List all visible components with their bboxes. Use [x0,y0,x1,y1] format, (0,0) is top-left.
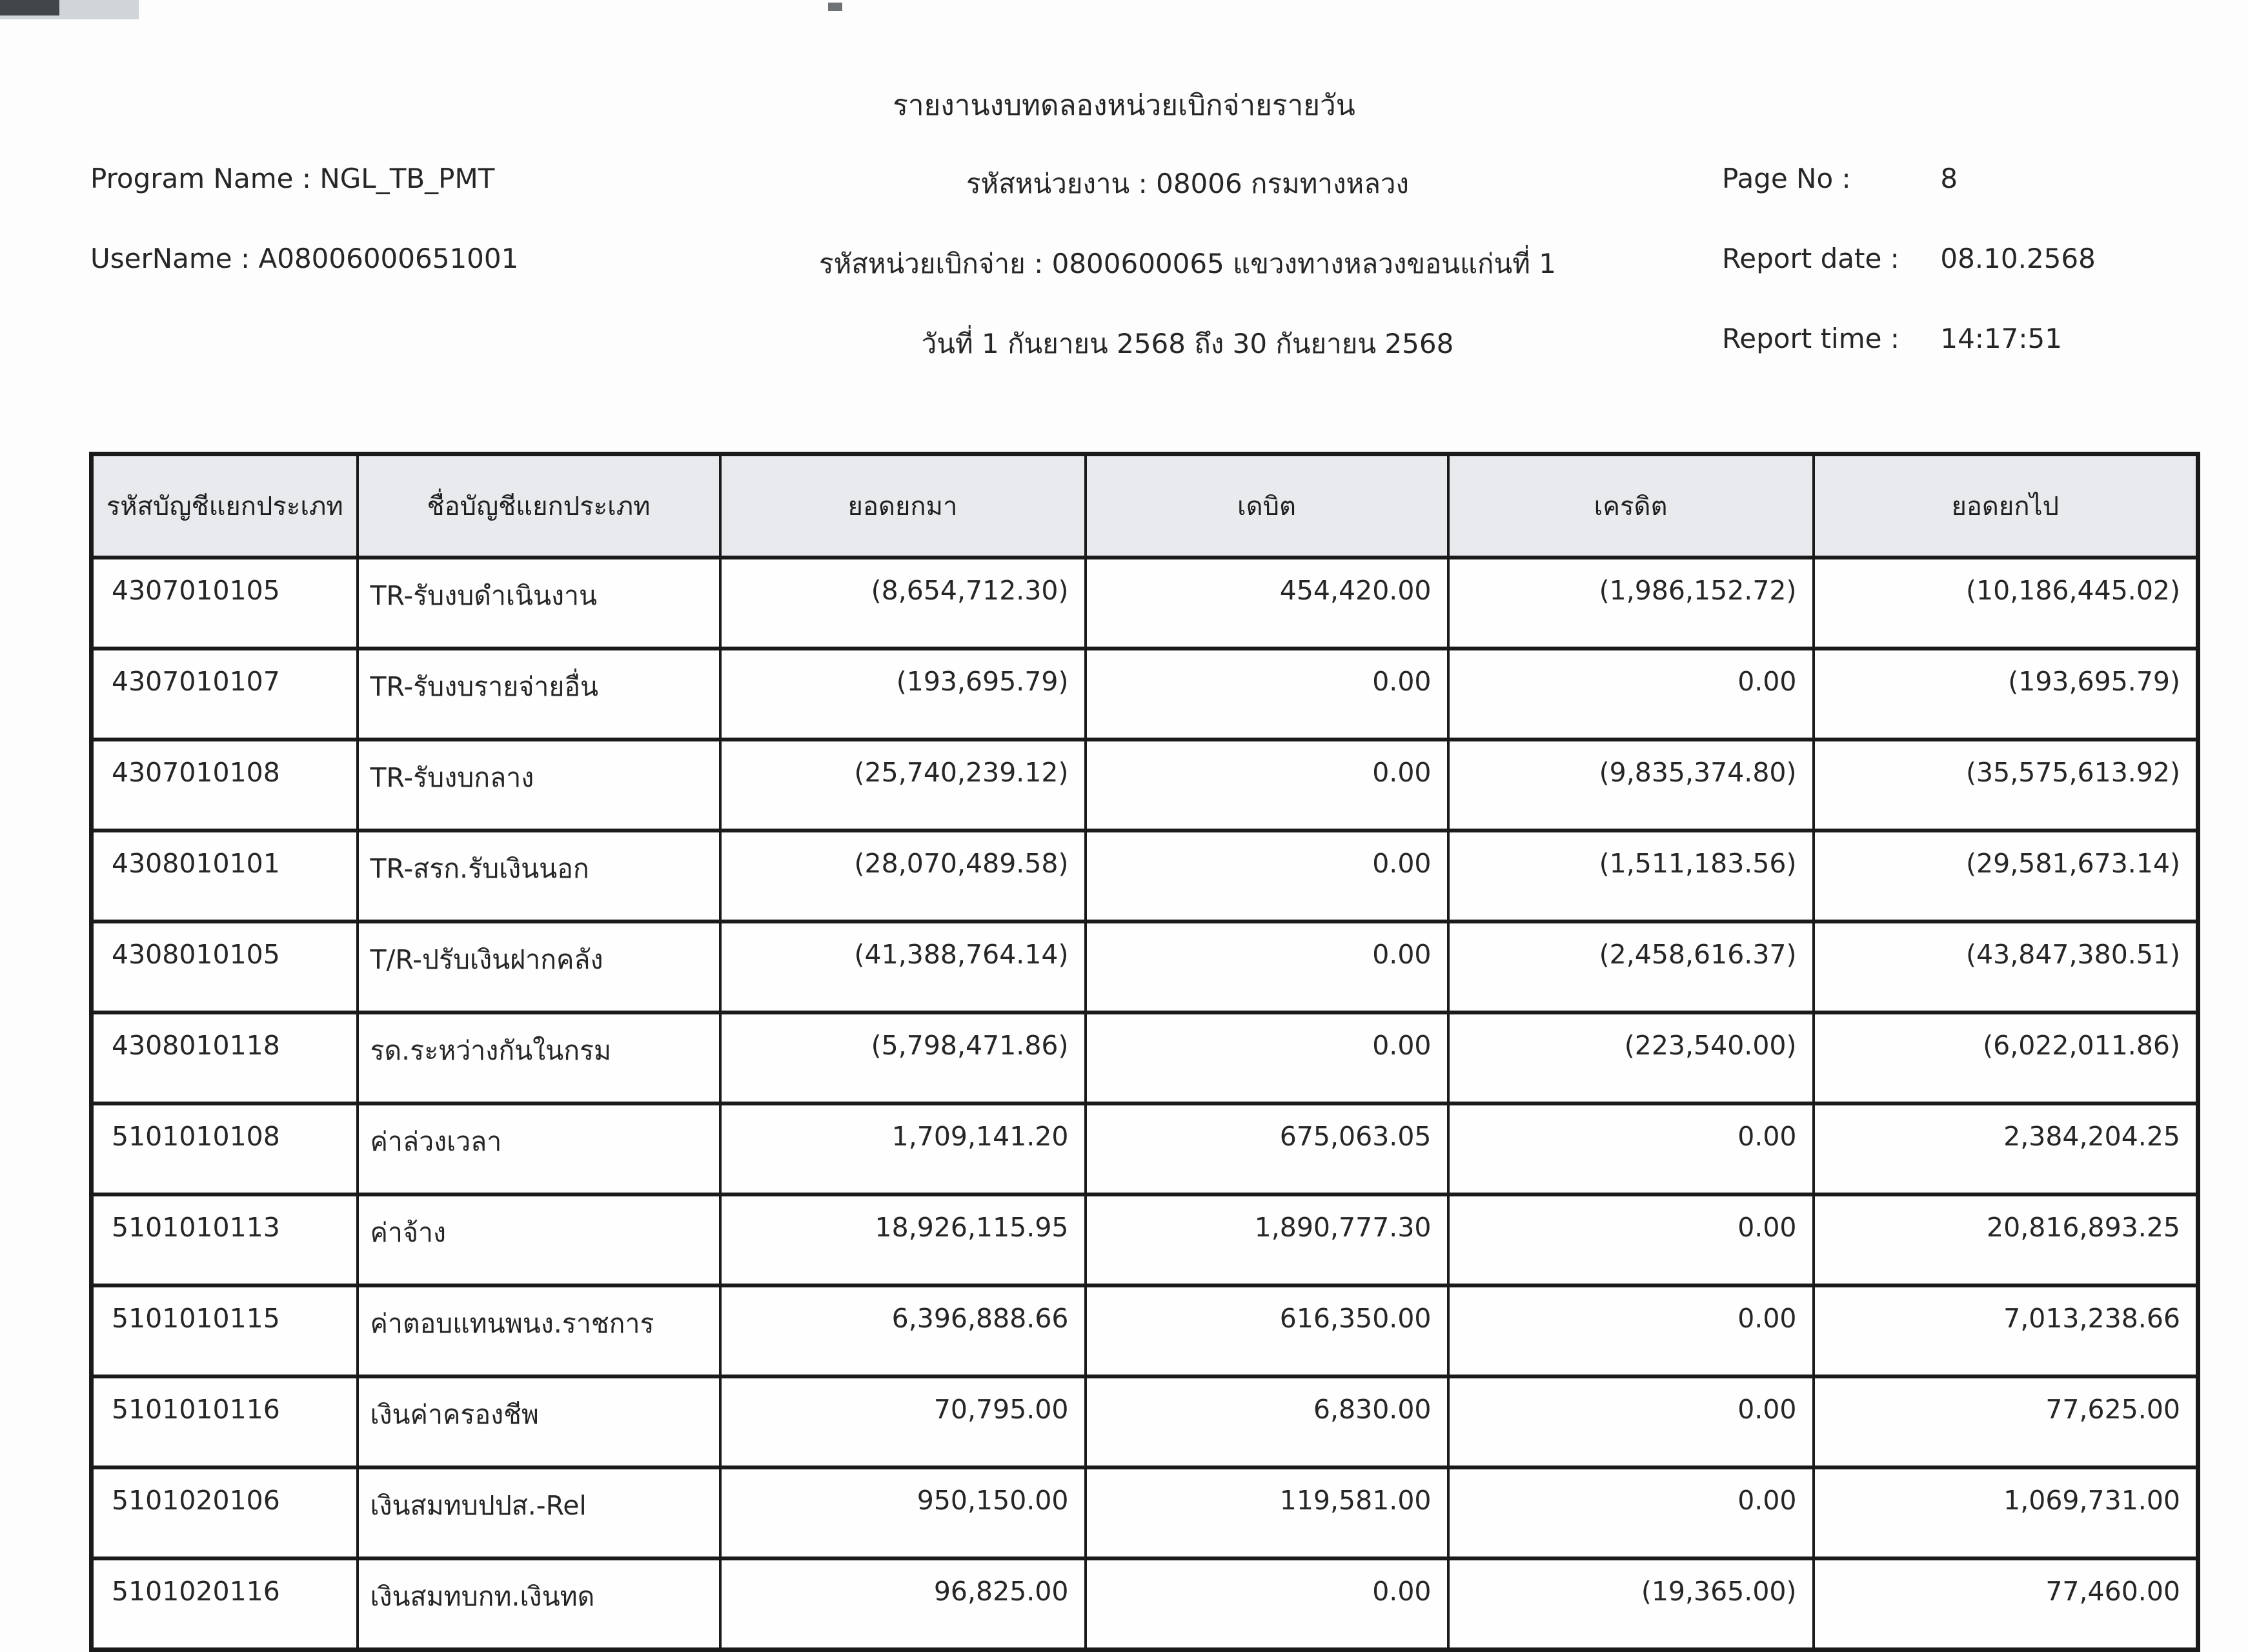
debit-cell: 675,063.05 [1086,1103,1448,1194]
debit-cell: 0.00 [1086,831,1448,922]
table-row [92,1012,2198,1103]
credit-cell: 0.00 [1448,1376,1814,1467]
debit-cell: 0.00 [1086,740,1448,831]
header-closing-balance: ยอดยกไป [1814,454,2198,558]
page-no-label: Page No : [1722,163,1851,194]
account-name-cell: T/R-ปรับเงินฝากคลัง [358,922,720,1012]
account-name-cell: ค่าตอบแทนพนง.ราชการ [358,1285,720,1376]
opening-balance-cell: (193,695.79) [720,649,1086,740]
table-header-row [92,454,2198,558]
closing-balance-cell: (35,575,613.92) [1814,740,2198,831]
opening-balance-cell: 96,825.00 [720,1558,1086,1650]
opening-balance-cell: 18,926,115.95 [720,1194,1086,1285]
page-no-value: 8 [1940,163,1958,194]
closing-balance-cell: 77,625.00 [1814,1376,2198,1467]
debit-cell: 454,420.00 [1086,558,1448,649]
username-line [90,243,518,274]
account-name-cell: TR-รับงบรายจ่ายอื่น [358,649,720,740]
scan-smudge-artifact [0,0,59,15]
table-row [92,831,2198,922]
report-date-value: 08.10.2568 [1940,243,2096,274]
header-debit: เดบิต [1086,454,1448,558]
table-row [92,1467,2198,1558]
header-account-name: ชื่อบัญชีแยกประเภท [358,454,720,558]
program-name-value: NGL_TB_PMT [319,163,495,194]
opening-balance-cell: 1,709,141.20 [720,1103,1086,1194]
debit-cell: 0.00 [1086,1012,1448,1103]
account-name-cell: เงินค่าครองชีพ [358,1376,720,1467]
opening-balance-cell: (41,388,764.14) [720,922,1086,1012]
agency-code-line: รหัสหน่วยงาน : 08006 กรมทางหลวง [966,168,1410,199]
report-date-label: Report date : [1722,243,1899,274]
closing-balance-cell: 2,384,204.25 [1814,1103,2198,1194]
table-row [92,922,2198,1012]
report-time-line [1722,323,2062,354]
table-row [92,1376,2198,1467]
report-title: รายงานงบทดลองหน่วยเบิกจ่ายรายวัน [893,89,1355,122]
program-name-line [90,163,494,194]
closing-balance-cell: 1,069,731.00 [1814,1467,2198,1558]
closing-balance-cell: (10,186,445.02) [1814,558,2198,649]
credit-cell: 0.00 [1448,1285,1814,1376]
table-row [92,558,2198,649]
credit-cell: (1,986,152.72) [1448,558,1814,649]
account-code-cell: 4307010107 [92,649,358,740]
debit-cell: 6,830.00 [1086,1376,1448,1467]
opening-balance-cell: 70,795.00 [720,1376,1086,1467]
page-no-line [1722,163,1958,194]
trial-balance-table [89,452,2200,1652]
account-code-cell: 5101020106 [92,1467,358,1558]
account-name-cell: TR-สรก.รับเงินนอก [358,831,720,922]
account-code-cell: 4308010118 [92,1012,358,1103]
credit-cell: 0.00 [1448,649,1814,740]
closing-balance-cell: 20,816,893.25 [1814,1194,2198,1285]
closing-balance-cell: (6,022,011.86) [1814,1012,2198,1103]
account-name-cell: TR-รับงบดำเนินงาน [358,558,720,649]
credit-cell: (19,365.00) [1448,1558,1814,1650]
report-date-line [1722,243,2096,274]
opening-balance-cell: (25,740,239.12) [720,740,1086,831]
credit-cell: (9,835,374.80) [1448,740,1814,831]
scan-smudge-artifact [0,0,139,19]
account-code-cell: 5101010113 [92,1194,358,1285]
account-code-cell: 5101010115 [92,1285,358,1376]
program-name-label: Program Name : [90,163,311,194]
scan-dash-artifact [828,3,842,11]
credit-cell: 0.00 [1448,1194,1814,1285]
opening-balance-cell: (28,070,489.58) [720,831,1086,922]
header-opening-balance: ยอดยกมา [720,454,1086,558]
debit-cell: 0.00 [1086,922,1448,1012]
debit-cell: 0.00 [1086,1558,1448,1650]
table-row [92,1285,2198,1376]
account-code-cell: 4308010101 [92,831,358,922]
debit-cell: 616,350.00 [1086,1285,1448,1376]
closing-balance-cell: (193,695.79) [1814,649,2198,740]
opening-balance-cell: 950,150.00 [720,1467,1086,1558]
table-row [92,649,2198,740]
account-name-cell: รด.ระหว่างกันในกรม [358,1012,720,1103]
opening-balance-cell: (8,654,712.30) [720,558,1086,649]
debit-cell: 119,581.00 [1086,1467,1448,1558]
closing-balance-cell: (29,581,673.14) [1814,831,2198,922]
report-time-label: Report time : [1722,323,1899,354]
credit-cell: (2,458,616.37) [1448,922,1814,1012]
table-row [92,1194,2198,1285]
account-name-cell: เงินสมทบกท.เงินทด [358,1558,720,1650]
account-code-cell: 4308010105 [92,922,358,1012]
account-name-cell: เงินสมทบปปส.-Rel [358,1467,720,1558]
account-code-cell: 5101020116 [92,1558,358,1650]
credit-cell: (223,540.00) [1448,1012,1814,1103]
date-range-line: วันที่ 1 กันยายน 2568 ถึง 30 กันยายน 2568 [921,328,1454,359]
table-row [92,1558,2198,1650]
account-name-cell: ค่าล่วงเวลา [358,1103,720,1194]
opening-balance-cell: (5,798,471.86) [720,1012,1086,1103]
account-code-cell: 4307010108 [92,740,358,831]
credit-cell: 0.00 [1448,1467,1814,1558]
header-account-code: รหัสบัญชีแยกประเภท [92,454,358,558]
closing-balance-cell: 77,460.00 [1814,1558,2198,1650]
credit-cell: (1,511,183.56) [1448,831,1814,922]
account-code-cell: 5101010116 [92,1376,358,1467]
report-time-value: 14:17:51 [1940,323,2062,354]
account-code-cell: 4307010105 [92,558,358,649]
username-value: A08006000651001 [258,243,519,274]
credit-cell: 0.00 [1448,1103,1814,1194]
header-credit: เครดิต [1448,454,1814,558]
disbursing-unit-line: รหัสหน่วยเบิกจ่าย : 0800600065 แขวงทางหลวงขอนแก่นที่ 1 [819,248,1556,279]
account-name-cell: ค่าจ้าง [358,1194,720,1285]
closing-balance-cell: 7,013,238.66 [1814,1285,2198,1376]
username-label: UserName : [90,243,250,274]
table-row [92,740,2198,831]
opening-balance-cell: 6,396,888.66 [720,1285,1086,1376]
account-code-cell: 5101010108 [92,1103,358,1194]
closing-balance-cell: (43,847,380.51) [1814,922,2198,1012]
account-name-cell: TR-รับงบกลาง [358,740,720,831]
debit-cell: 0.00 [1086,649,1448,740]
debit-cell: 1,890,777.30 [1086,1194,1448,1285]
table-row [92,1103,2198,1194]
